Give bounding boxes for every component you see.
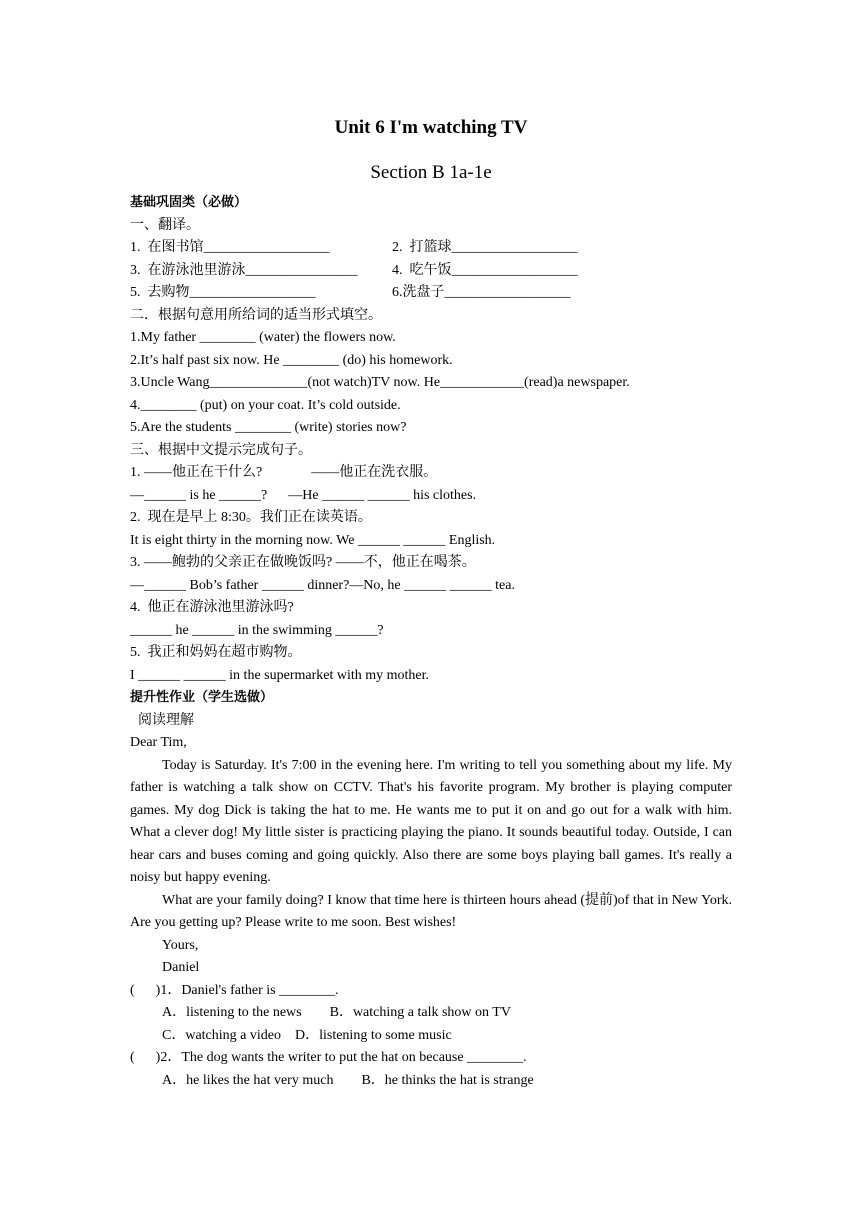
letter-signature: Daniel xyxy=(162,960,200,975)
sentence-blank: I ______ ______ in the supermarket with my mother. xyxy=(130,667,430,683)
letter-greeting: Dear Tim, xyxy=(130,735,187,750)
sentence-blank: —______ Bob’s father ______ dinner?—No, he ______ ______ tea. xyxy=(130,577,515,593)
page-title: Unit 6 I'm watching TV xyxy=(334,117,528,138)
sentence-prompt: 2. 现在是早上 8:30。我们正在读英语。 xyxy=(130,510,372,525)
fill-in-item: 2.It’s half past six now. He ________ (do) his homework. xyxy=(130,352,453,368)
section-basic-heading: 基础巩固类（必做） xyxy=(130,195,248,210)
sentence-prompt: 1. ——他正在干什么? ——他正在洗衣服。 xyxy=(130,465,438,480)
letter-paragraph: Today is Saturday. It's 7:00 in the evening here. I'm writing to tell you something about my life. My father is watching a talk show on CCTV. That's his favorite program. My brother is playing computer games. My dog Dick is taking the hat to me. He wants me to put it on and go out for a walk with him. What a clever dog! My little sister is practicing playing the piano. It sounds beautiful today. Outside, I can hear cars and buses coming and going quickly. Also there are some boys playing ball games. It's really a noisy but happy evening. xyxy=(130,757,732,885)
fill-in-item: 1.My father ________ (water) the flowers now. xyxy=(130,330,396,345)
part2-heading: 二．根据句意用所给词的适当形式填空。 xyxy=(130,307,382,323)
sentence-blank: ______ he ______ in the swimming ______? xyxy=(130,622,384,638)
part3-heading: 三、根据中文提示完成句子。 xyxy=(130,442,312,458)
option-d: D．listening to some music xyxy=(294,1027,452,1043)
translation-item: 3. 在游泳池里游泳________________ xyxy=(130,262,358,278)
question-options xyxy=(130,1025,732,1048)
question-stem: ( )1．Daniel's father is ________. xyxy=(130,982,339,998)
sentence-prompt: 5. 我正和妈妈在超市购物。 xyxy=(130,645,302,660)
translation-item: 5. 去购物__________________ xyxy=(130,285,316,300)
worksheet-content xyxy=(130,115,732,1092)
translation-row xyxy=(130,282,732,305)
sentence-prompt: 3. ——鲍勃的父亲正在做晚饭吗? ——不，他正在喝茶。 xyxy=(130,555,476,570)
question-stem: ( )2．The dog wants the writer to put the hat on because ________. xyxy=(130,1050,527,1065)
translation-item: 2. 打篮球__________________ xyxy=(392,240,578,255)
fill-in-item: 4.________ (put) on your coat. It’s cold outside. xyxy=(130,397,401,413)
fill-in-item: 5.Are the students ________ (write) stories now? xyxy=(130,420,407,435)
sentence-blank: —______ is he ______? —He ______ ______ his clothes. xyxy=(130,487,477,503)
question-options xyxy=(130,1070,732,1093)
sentence-prompt: 4. 他正在游泳池里游泳吗? xyxy=(130,600,294,615)
translation-item: 4. 吃午饭__________________ xyxy=(392,262,578,278)
part1-heading: 一、翻译。 xyxy=(130,217,200,233)
sentence-blank: It is eight thirty in the morning now. We ______ ______ English. xyxy=(130,532,496,548)
fill-in-item: 3.Uncle Wang______________(not watch)TV now. He____________(read)a newspaper. xyxy=(130,375,630,390)
page-subtitle: Section B 1a-1e xyxy=(370,162,492,183)
letter-closing: Yours, xyxy=(162,937,199,953)
option-a: A．he likes the hat very much xyxy=(162,1072,334,1088)
section-advanced-heading: 提升性作业（学生选做） xyxy=(130,690,274,705)
translation-item: 1. 在图书馆__________________ xyxy=(130,240,330,255)
option-c: C．watching a video xyxy=(162,1027,281,1043)
translation-row xyxy=(130,260,732,283)
translation-item: 6.洗盘子__________________ xyxy=(392,285,571,300)
translation-row xyxy=(130,237,732,260)
question-options xyxy=(130,1002,732,1025)
option-b: B．he thinks the hat is strange xyxy=(361,1072,534,1088)
option-a: A．listening to the news xyxy=(162,1005,302,1020)
option-b: B．watching a talk show on TV xyxy=(329,1005,511,1020)
reading-heading: 阅读理解 xyxy=(138,712,194,728)
letter-paragraph: What are your family doing? I know that time here is thirteen hours ahead (提前)of that in New York. Are you getting up? Please write to me soon. Best wishes! xyxy=(130,892,732,930)
